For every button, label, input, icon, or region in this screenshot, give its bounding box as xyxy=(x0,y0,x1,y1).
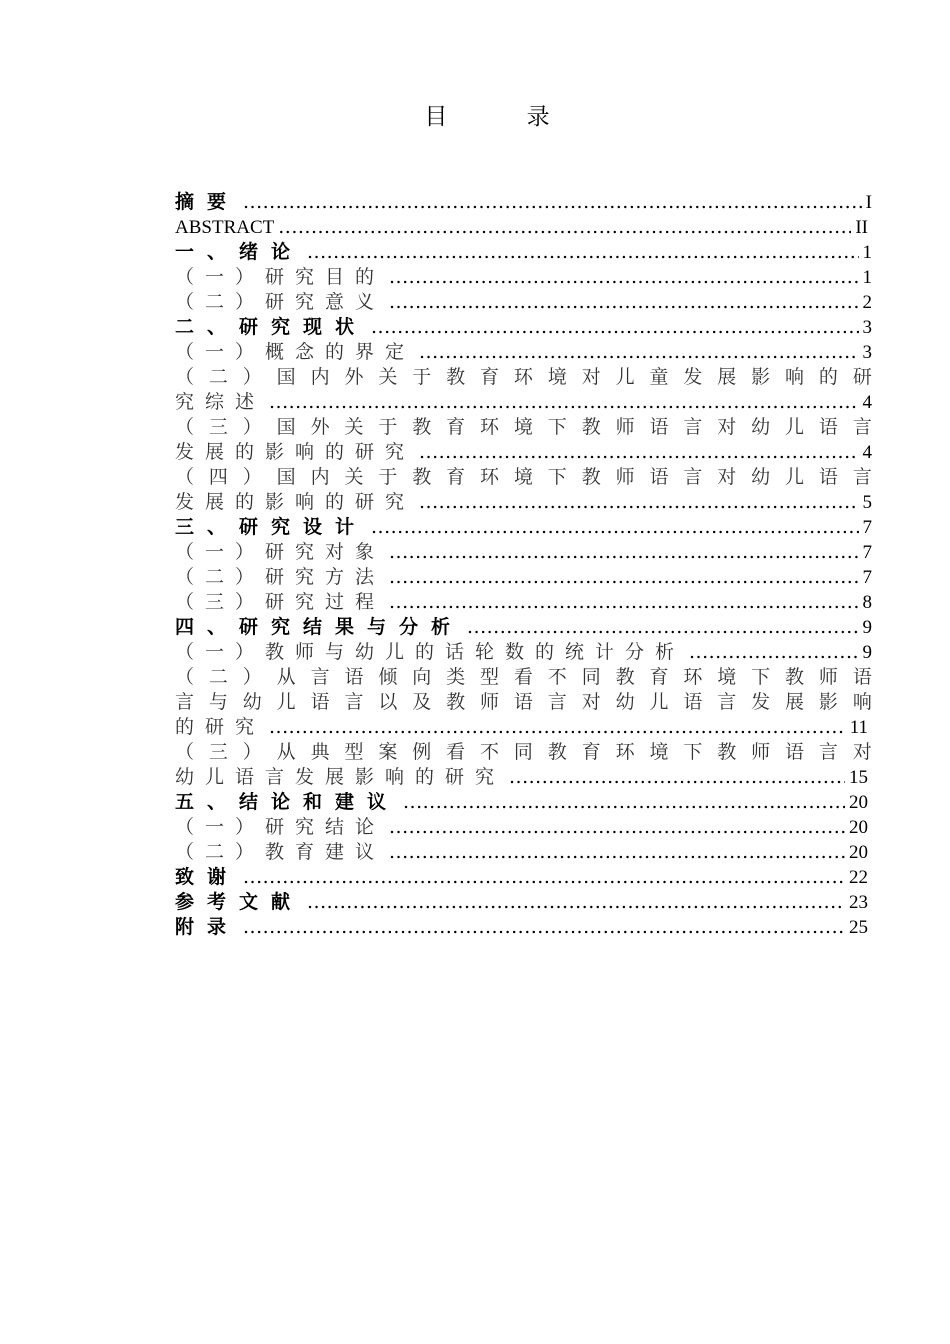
toc-entry-title: 发展的影响的研究 xyxy=(175,441,416,463)
toc-page-number: 1 xyxy=(862,267,872,288)
toc-char: 语 xyxy=(344,666,364,688)
toc-page-number: 25 xyxy=(849,917,868,938)
toc-char: 内 xyxy=(310,366,330,388)
toc-leader-dots xyxy=(389,815,845,840)
toc-char: 对 xyxy=(581,366,601,388)
toc-char: 的 xyxy=(818,366,838,388)
toc-char: ） xyxy=(242,466,262,488)
toc-leader-dots xyxy=(389,590,858,615)
toc-char: 关 xyxy=(344,416,364,438)
toc-char: 言 xyxy=(818,741,838,763)
toc-char: 典 xyxy=(310,741,330,763)
toc-char: 型 xyxy=(344,741,364,763)
toc-page-number: 11 xyxy=(849,717,868,738)
toc-leader-dots xyxy=(307,890,845,915)
toc-leader-dots xyxy=(389,265,858,290)
toc-char: 于 xyxy=(412,366,432,388)
toc-char: 关 xyxy=(378,366,398,388)
toc-char: 倾 xyxy=(378,666,398,688)
toc-leader-dots xyxy=(243,915,845,940)
toc-leader-dots xyxy=(371,315,858,340)
toc-entry[interactable] xyxy=(175,890,872,915)
toc-char: 国 xyxy=(276,466,296,488)
toc-char: 于 xyxy=(378,466,398,488)
toc-char: 教 xyxy=(547,741,567,763)
toc-char: 教 xyxy=(412,466,432,488)
toc-char: 三 xyxy=(208,741,228,763)
toc-char: 言 xyxy=(175,691,195,713)
toc-char: 师 xyxy=(615,416,635,438)
toc-page-number: 15 xyxy=(849,767,868,788)
toc-char: 言 xyxy=(717,691,737,713)
toc-char: 师 xyxy=(480,691,500,713)
toc-char: 例 xyxy=(412,741,432,763)
toc-page-number: 20 xyxy=(849,842,868,863)
page-title: 目 录 xyxy=(424,104,586,130)
toc-char: ） xyxy=(242,741,262,763)
toc-char: 环 xyxy=(683,666,703,688)
toc-leader-dots xyxy=(689,640,858,665)
toc-char: 响 xyxy=(852,691,872,713)
toc-char: 环 xyxy=(480,466,500,488)
toc-char: 境 xyxy=(513,466,533,488)
toc-leader-dots xyxy=(307,240,858,265)
toc-char: 环 xyxy=(615,741,635,763)
toc-entry[interactable] xyxy=(175,190,872,215)
toc-char: 对 xyxy=(852,741,872,763)
toc-entry[interactable] xyxy=(175,640,872,665)
toc-leader-dots xyxy=(419,490,858,515)
toc-char: 展 xyxy=(785,691,805,713)
toc-page-number: 7 xyxy=(862,567,872,588)
toc-leader-dots xyxy=(419,340,858,365)
toc-char: 二 xyxy=(208,666,228,688)
toc-char: 以 xyxy=(378,691,398,713)
toc-entry[interactable] xyxy=(175,540,872,565)
toc-char: 语 xyxy=(649,416,669,438)
toc-char: （ xyxy=(175,666,195,688)
toc-char: 响 xyxy=(785,366,805,388)
toc-char: 从 xyxy=(276,666,296,688)
toc-char: 言 xyxy=(683,416,703,438)
toc-char: 师 xyxy=(615,466,635,488)
toc-char: 教 xyxy=(785,666,805,688)
toc-char: 言 xyxy=(310,666,330,688)
toc-char: 外 xyxy=(344,366,364,388)
toc-entry-title: 幼儿语言发展影响的研究 xyxy=(175,766,506,788)
toc-char: 影 xyxy=(818,691,838,713)
toc-char: 下 xyxy=(751,666,771,688)
toc-entry-title: 二、研究现状 xyxy=(175,316,368,338)
toc-page-number: II xyxy=(855,217,868,238)
toc-char: 儿 xyxy=(649,691,669,713)
toc-entry-line xyxy=(175,415,872,440)
toc-entry-line xyxy=(175,690,872,715)
toc-char: 类 xyxy=(446,666,466,688)
toc-char: 教 xyxy=(446,691,466,713)
toc-page-number: 20 xyxy=(849,817,868,838)
toc-char: 语 xyxy=(818,466,838,488)
toc-page-number: 7 xyxy=(862,517,872,538)
toc-char: 外 xyxy=(310,416,330,438)
toc-char: 语 xyxy=(852,666,872,688)
toc-char: 型 xyxy=(480,666,500,688)
toc-entry[interactable] xyxy=(175,240,872,265)
toc-char: 言 xyxy=(852,466,872,488)
toc-char: 儿 xyxy=(785,416,805,438)
toc-entry-title: （二）教育建议 xyxy=(175,841,386,863)
toc-char: 语 xyxy=(818,416,838,438)
toc-page-number: 4 xyxy=(862,442,872,463)
toc-entry[interactable] xyxy=(175,340,872,365)
toc-entry[interactable] xyxy=(175,215,872,240)
toc-entry-title: 一、绪论 xyxy=(175,241,304,263)
toc-char: 境 xyxy=(717,666,737,688)
toc-entry[interactable] xyxy=(175,815,872,840)
toc-char: 教 xyxy=(581,416,601,438)
toc-char: 境 xyxy=(547,366,567,388)
toc-entry[interactable] xyxy=(175,565,872,590)
toc-entry-title: 究综述 xyxy=(175,391,266,413)
toc-leader-dots xyxy=(389,840,845,865)
toc-char: 教 xyxy=(581,466,601,488)
toc-entry-title: 参考文献 xyxy=(175,891,304,913)
toc-char: 下 xyxy=(683,741,703,763)
toc-char: 发 xyxy=(683,366,703,388)
toc-entry-line xyxy=(175,665,872,690)
toc-char: ） xyxy=(242,366,262,388)
toc-entry-title: 附录 xyxy=(175,916,240,938)
toc-char: 同 xyxy=(513,741,533,763)
toc-char: 幼 xyxy=(615,691,635,713)
toc-char: （ xyxy=(175,466,195,488)
toc-page-number: I xyxy=(865,192,872,213)
toc-char: （ xyxy=(175,416,195,438)
toc-entry-title: （一）教师与幼儿的话轮数的统计分析 xyxy=(175,641,686,663)
toc-char: 教 xyxy=(446,366,466,388)
toc-char: 于 xyxy=(378,416,398,438)
toc-entry[interactable] xyxy=(175,290,872,315)
toc-char: 语 xyxy=(513,691,533,713)
toc-char: 二 xyxy=(208,366,228,388)
toc-entry-title: （三）研究过程 xyxy=(175,591,386,613)
toc-entry[interactable] xyxy=(175,840,872,865)
toc-char: 下 xyxy=(547,416,567,438)
toc-char: 对 xyxy=(581,691,601,713)
toc-entry-title: （一）研究对象 xyxy=(175,541,386,563)
toc-char: 言 xyxy=(852,416,872,438)
toc-page-number: 3 xyxy=(862,342,872,363)
toc-leader-dots xyxy=(467,615,858,640)
toc-char: 从 xyxy=(276,741,296,763)
toc-leader-dots xyxy=(389,540,858,565)
toc-page-number: 5 xyxy=(862,492,872,513)
toc-char: 国 xyxy=(276,366,296,388)
toc-char: ） xyxy=(242,416,262,438)
toc-char: 对 xyxy=(717,416,737,438)
toc-leader-dots xyxy=(243,190,862,215)
toc-char: 研 xyxy=(852,366,872,388)
toc-char: 同 xyxy=(581,666,601,688)
toc-char: 不 xyxy=(480,741,500,763)
toc-char: 教 xyxy=(615,666,635,688)
toc-entry[interactable] xyxy=(175,515,872,540)
toc-entry-title: 致谢 xyxy=(175,866,240,888)
toc-char: 教 xyxy=(717,741,737,763)
toc-entry[interactable] xyxy=(175,390,872,415)
toc-entry-title: 三、研究设计 xyxy=(175,516,368,538)
toc-char: 发 xyxy=(751,691,771,713)
toc-page-number: 20 xyxy=(849,792,868,813)
toc-char: 看 xyxy=(513,666,533,688)
toc-char: 环 xyxy=(513,366,533,388)
toc-char: 环 xyxy=(480,416,500,438)
toc-page-number: 2 xyxy=(862,292,872,313)
toc-char: 影 xyxy=(751,366,771,388)
toc-char: 育 xyxy=(581,741,601,763)
toc-entry[interactable] xyxy=(175,265,872,290)
toc-char: 幼 xyxy=(751,466,771,488)
toc-entry[interactable] xyxy=(175,765,872,790)
toc-char: 三 xyxy=(208,416,228,438)
toc-entry-title: （一）研究结论 xyxy=(175,816,386,838)
toc-entry-line xyxy=(175,365,872,390)
toc-entry[interactable] xyxy=(175,315,872,340)
toc-page-number: 9 xyxy=(862,617,872,638)
toc-char: 国 xyxy=(276,416,296,438)
toc-char: 育 xyxy=(446,416,466,438)
toc-page-number: 22 xyxy=(849,867,868,888)
toc-char: 儿 xyxy=(276,691,296,713)
toc-entry-title: （二）研究意义 xyxy=(175,291,386,313)
toc-char: 童 xyxy=(649,366,669,388)
toc-entry-title: 发展的影响的研究 xyxy=(175,491,416,513)
toc-char: 下 xyxy=(547,466,567,488)
toc-char: 儿 xyxy=(615,366,635,388)
toc-char: 看 xyxy=(446,741,466,763)
toc-char: （ xyxy=(175,366,195,388)
toc-leader-dots xyxy=(269,390,858,415)
toc-char: 关 xyxy=(344,466,364,488)
toc-leader-dots xyxy=(403,790,845,815)
toc-char: 向 xyxy=(412,666,432,688)
toc-entry-title: 四、研究结果与分析 xyxy=(175,616,464,638)
toc-char: 教 xyxy=(412,416,432,438)
toc-page-number: 23 xyxy=(849,892,868,913)
toc-entry[interactable] xyxy=(175,590,872,615)
toc-char: 与 xyxy=(208,691,228,713)
toc-char: 不 xyxy=(547,666,567,688)
toc-char: 四 xyxy=(208,466,228,488)
toc-entry-line xyxy=(175,465,872,490)
toc-page-number: 7 xyxy=(862,542,872,563)
toc-char: 言 xyxy=(344,691,364,713)
toc-leader-dots xyxy=(371,515,858,540)
toc-leader-dots xyxy=(243,865,845,890)
toc-entry-title: 五、结论和建议 xyxy=(175,791,400,813)
toc-entry-title: （一）概念的界定 xyxy=(175,341,416,363)
toc-page-number: 3 xyxy=(862,317,872,338)
toc-entry[interactable] xyxy=(175,865,872,890)
toc-char: 内 xyxy=(310,466,330,488)
toc-entry[interactable] xyxy=(175,615,872,640)
toc-entry[interactable] xyxy=(175,490,872,515)
toc-char: 幼 xyxy=(242,691,262,713)
toc-entry[interactable] xyxy=(175,715,872,740)
toc-char: 语 xyxy=(649,466,669,488)
toc-char: 展 xyxy=(717,366,737,388)
toc-entry[interactable] xyxy=(175,790,872,815)
toc-char: 师 xyxy=(751,741,771,763)
toc-char: 语 xyxy=(785,741,805,763)
toc-leader-dots xyxy=(419,440,858,465)
toc-leader-dots xyxy=(278,215,851,240)
toc-leader-dots xyxy=(269,715,846,740)
toc-char: 对 xyxy=(717,466,737,488)
toc-char: 育 xyxy=(649,666,669,688)
toc-char: ） xyxy=(242,666,262,688)
toc-char: 境 xyxy=(513,416,533,438)
toc-char: 幼 xyxy=(751,416,771,438)
toc-entry-title: （一）研究目的 xyxy=(175,266,386,288)
table-of-contents xyxy=(175,190,872,940)
toc-entry-title: 摘要 xyxy=(175,191,240,213)
toc-char: 语 xyxy=(310,691,330,713)
toc-page-number: 8 xyxy=(862,592,872,613)
toc-char: 语 xyxy=(683,691,703,713)
toc-char: 儿 xyxy=(785,466,805,488)
toc-entry-title: 的研究 xyxy=(175,716,266,738)
toc-char: 境 xyxy=(649,741,669,763)
toc-leader-dots xyxy=(389,565,858,590)
toc-char: （ xyxy=(175,741,195,763)
toc-char: 师 xyxy=(818,666,838,688)
toc-char: 育 xyxy=(480,366,500,388)
toc-char: 言 xyxy=(547,691,567,713)
toc-entry-line xyxy=(175,740,872,765)
toc-page-number: 9 xyxy=(862,642,872,663)
toc-char: 育 xyxy=(446,466,466,488)
toc-page-number: 1 xyxy=(862,242,872,263)
toc-leader-dots xyxy=(389,290,858,315)
toc-char: 案 xyxy=(378,741,398,763)
toc-entry-title: （二）研究方法 xyxy=(175,566,386,588)
toc-leader-dots xyxy=(509,765,845,790)
toc-char: 及 xyxy=(412,691,432,713)
toc-page-number: 4 xyxy=(862,392,872,413)
toc-entry-title: ABSTRACT xyxy=(175,217,275,238)
toc-entry[interactable] xyxy=(175,915,872,940)
toc-char: 言 xyxy=(683,466,703,488)
toc-entry[interactable] xyxy=(175,440,872,465)
